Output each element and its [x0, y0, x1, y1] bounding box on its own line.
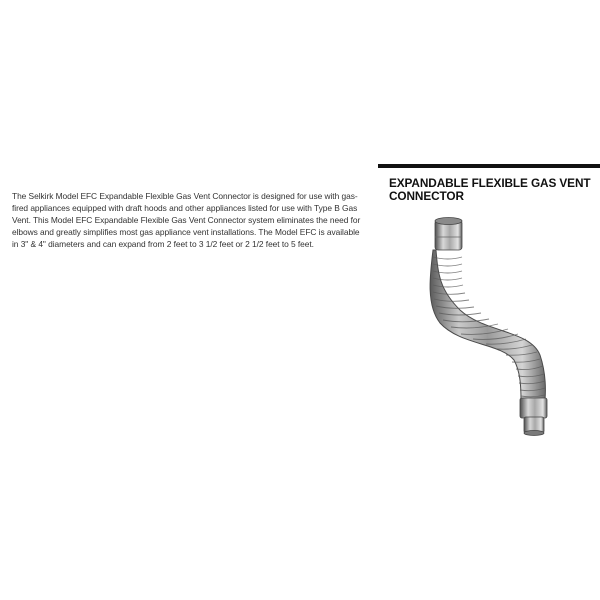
title-divider	[378, 164, 600, 168]
flexible-vent-connector-pipe-icon	[400, 205, 590, 450]
product-image	[400, 205, 590, 450]
product-description: The Selkirk Model EFC Expandable Flexible Gas Vent Connector is designed for use with gas-fired appliances equipped with draft hoods and other appliances listed for use with Type B Gas Vent. This Model EFC Expandable Flexible Gas Vent Connector system eliminates the need for elbows and greatly simplifies most gas appliance vent installations. The Model EFC is available in 3" & 4" diameters and can expand from 2 feet to 3 1/2 feet or 2 1/2 feet to 5 feet.	[12, 191, 361, 249]
product-title: EXPANDABLE FLEXIBLE GAS VENT CONNECTOR	[389, 176, 591, 203]
